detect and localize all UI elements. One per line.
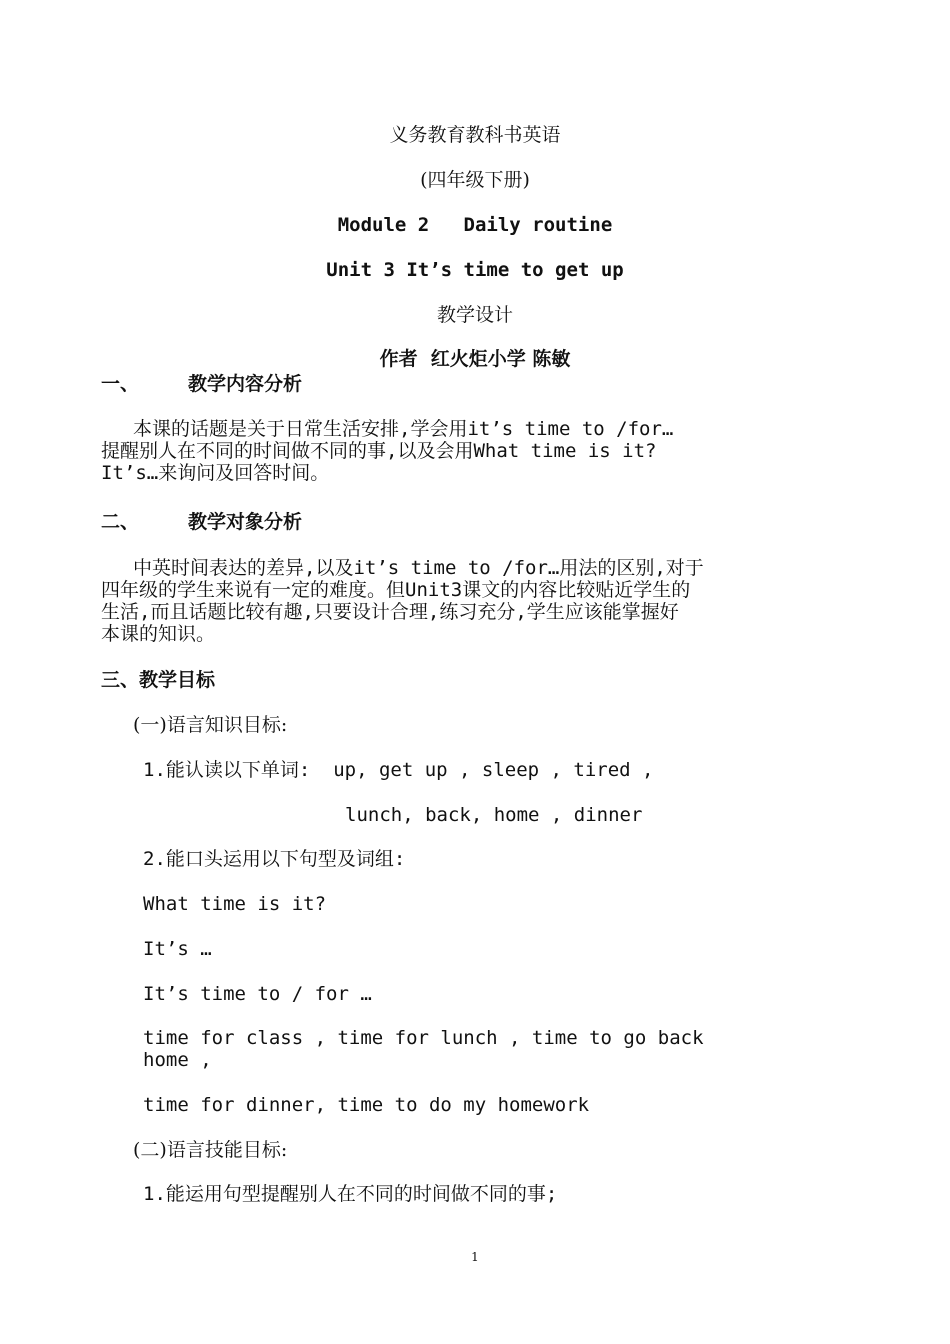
section-2-para-line: 生活,而且话题比较有趣,只要设计合理,练习充分,学生应该能掌握好 xyxy=(101,601,679,623)
section-2-para-line: 中英时间表达的差异,以及it’s time to /for…用法的区别,对于 xyxy=(133,557,704,579)
section-2-number: 二、 xyxy=(101,511,140,533)
module-title: Module 2 Daily routine xyxy=(337,214,613,236)
pattern-line: It’s … xyxy=(143,938,212,960)
section-1-number: 一、 xyxy=(101,373,140,395)
page-number: 1 xyxy=(471,1250,479,1264)
section-2-para-line: 四年级的学生来说有一定的难度。但Unit3课文的内容比较贴近学生的 xyxy=(101,579,691,601)
section-1-para-line: It’s…来询问及回答时间。 xyxy=(101,462,330,484)
section-1-title: 教学内容分析 xyxy=(188,373,303,395)
pattern-line: It’s time to / for … xyxy=(143,983,372,1005)
section-2-title: 教学对象分析 xyxy=(188,511,303,533)
section-2-para-line: 本课的知识。 xyxy=(101,623,216,645)
subsection-2-title: (二)语言技能目标: xyxy=(133,1139,288,1161)
section-1-para-line: 提醒别人在不同的时间做不同的事,以及会用What time is it? xyxy=(101,440,657,462)
skill-item-1: 1.能运用句型提醒别人在不同的时间做不同的事; xyxy=(143,1183,558,1205)
book-title: 义务教育教科书英语 xyxy=(389,124,561,146)
design-title: 教学设计 xyxy=(436,304,513,326)
vocab-item-1: 1.能认读以下单词: up, get up , sleep , tired , xyxy=(143,759,654,781)
unit-title: Unit 3 It’s time to get up xyxy=(326,259,624,281)
pattern-item-2: 2.能口头运用以下句型及词组: xyxy=(143,848,406,870)
section-1-para-line: 本课的话题是关于日常生活安排,学会用it’s time to /for… xyxy=(133,418,674,440)
phrase-line: time for class , time for lunch , time to go back xyxy=(143,1027,704,1049)
vocab-item-1-continued: lunch, back, home , dinner xyxy=(345,804,643,826)
grade-title: (四年级下册) xyxy=(420,169,530,191)
phrase-line: home , xyxy=(143,1049,212,1071)
section-3-title: 三、教学目标 xyxy=(101,669,216,691)
subsection-1-title: (一)语言知识目标: xyxy=(133,714,288,736)
author-line: 作者 红火炬小学 陈敏 xyxy=(379,348,571,370)
pattern-line: What time is it? xyxy=(143,893,327,915)
phrase-line: time for dinner, time to do my homework xyxy=(143,1094,590,1116)
